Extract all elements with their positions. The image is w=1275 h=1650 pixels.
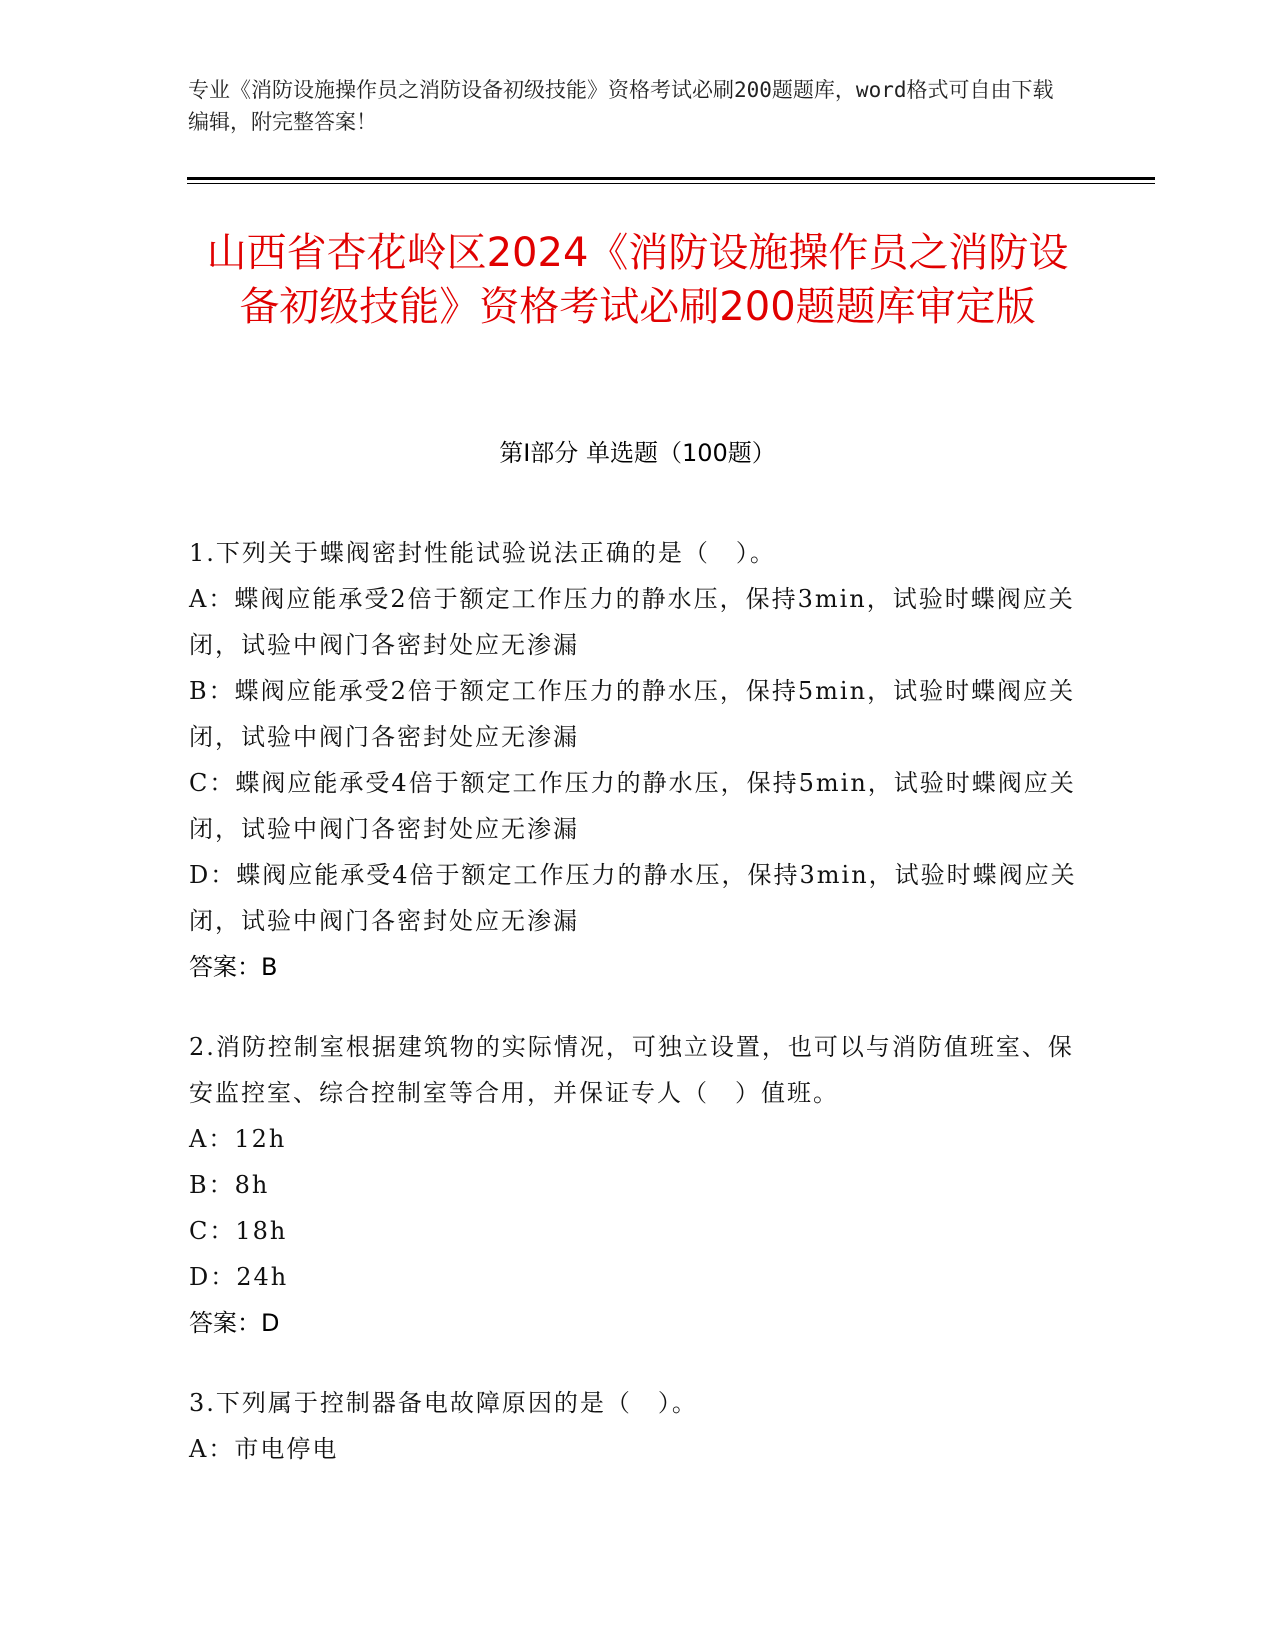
option-c: C：18h [189, 1217, 288, 1245]
question-2 [189, 1024, 1089, 1346]
answer: 答案：D [189, 1309, 280, 1337]
document-title: 山西省杏花岭区2024《消防设施操作员之消防设备初级技能》资格考试必刷200题题库审定版 [206, 230, 1069, 330]
question-3 [189, 1380, 1089, 1472]
question-stem: 3.下列属于控制器备电故障原因的是（ ）。 [189, 1389, 698, 1417]
question-stem: 2.消防控制室根据建筑物的实际情况，可独立设置，也可以与消防值班室、保安监控室、综合控制室等合用，并保证专人（ ）值班。 [189, 1033, 1074, 1107]
option-b: B：蝶阀应能承受2倍于额定工作压力的静水压，保持5min，试验时蝶阀应关闭，试验中阀门各密封处应无渗漏 [189, 677, 1076, 751]
option-a: A：12h [189, 1125, 287, 1153]
question-stem: 1.下列关于蝶阀密封性能试验说法正确的是（ ）。 [189, 539, 776, 567]
option-d: D：蝶阀应能承受4倍于额定工作压力的静水压，保持3min，试验时蝶阀应关闭，试验中阀门各密封处应无渗漏 [189, 861, 1077, 935]
header-note: 专业《消防设施操作员之消防设备初级技能》资格考试必刷200题题库，word格式可自由下载编辑，附完整答案！ [188, 78, 1054, 134]
header-divider-thin [187, 183, 1155, 184]
question-1 [189, 530, 1089, 990]
header-divider [187, 177, 1155, 180]
answer: 答案：B [189, 953, 278, 981]
option-a: A：市电停电 [189, 1435, 339, 1463]
option-c: C：蝶阀应能承受4倍于额定工作压力的静水压，保持5min，试验时蝶阀应关闭，试验中阀门各密封处应无渗漏 [189, 769, 1076, 843]
section-title: 第Ⅰ部分 单选题（100题） [499, 439, 776, 467]
option-b: B：8h [189, 1171, 270, 1199]
option-d: D：24h [189, 1263, 289, 1291]
option-a: A：蝶阀应能承受2倍于额定工作压力的静水压，保持3min，试验时蝶阀应关闭，试验中阀门各密封处应无渗漏 [189, 585, 1075, 659]
question-list [189, 530, 1089, 1506]
